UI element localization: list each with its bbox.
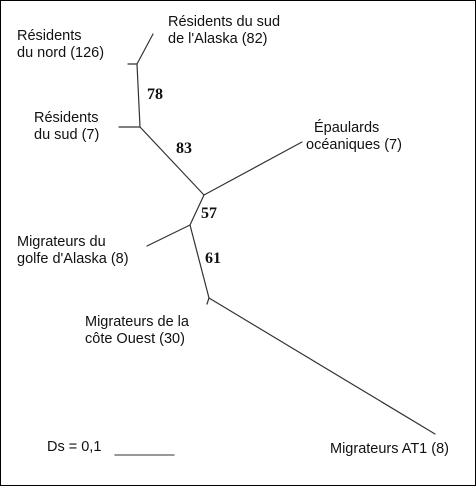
leaf-label-south-residents (34, 110, 99, 144)
leaf-label-line: de l'Alaska (82) (168, 31, 268, 47)
leaf-label-line: océaniques (7) (306, 137, 402, 153)
leaf-label-line: Résidents (17, 28, 82, 44)
leaf-label-line: côte Ouest (30) (85, 331, 185, 347)
bootstrap-value-61: 61 (205, 250, 221, 267)
leaf-label-north-residents (17, 28, 104, 62)
leaf-label-line: Migrateurs de la (85, 314, 189, 330)
bootstrap-value-83: 83 (176, 140, 192, 157)
branch-at1-transients (209, 298, 435, 434)
leaf-label-line: du sud (7) (34, 127, 100, 143)
leaf-label-offshore (306, 120, 402, 154)
branch-resident-stem (140, 127, 204, 195)
leaf-label-gulf-alaska-transients (17, 234, 129, 268)
branch-north-south-stem (137, 64, 140, 127)
branch-offshore (204, 142, 302, 195)
bootstrap-value-57: 57 (201, 205, 217, 222)
branch-west-coast-transients (207, 298, 209, 304)
branch-south-alaska-residents (137, 34, 153, 64)
bootstrap-value-78: 78 (147, 86, 163, 103)
leaf-label-line: Résidents du sud (168, 14, 281, 30)
leaf-label-line: Résidents (34, 110, 99, 126)
leaf-label-west-coast-transients (85, 314, 189, 348)
scale-bar-label: Ds = 0,1 (47, 439, 102, 455)
leaf-label-line: Migrateurs du (17, 234, 106, 250)
leaf-label-line: du nord (126) (17, 45, 105, 61)
leaf-label-line: Migrateurs AT1 (8) (330, 441, 449, 457)
leaf-label-line: Épaulards (314, 120, 380, 136)
leaf-label-at1-transients (330, 441, 449, 458)
branch-gulf-alaska-transients (147, 225, 190, 246)
leaf-label-line: golfe d'Alaska (8) (17, 251, 129, 267)
leaf-label-south-alaska-residents (168, 14, 280, 48)
